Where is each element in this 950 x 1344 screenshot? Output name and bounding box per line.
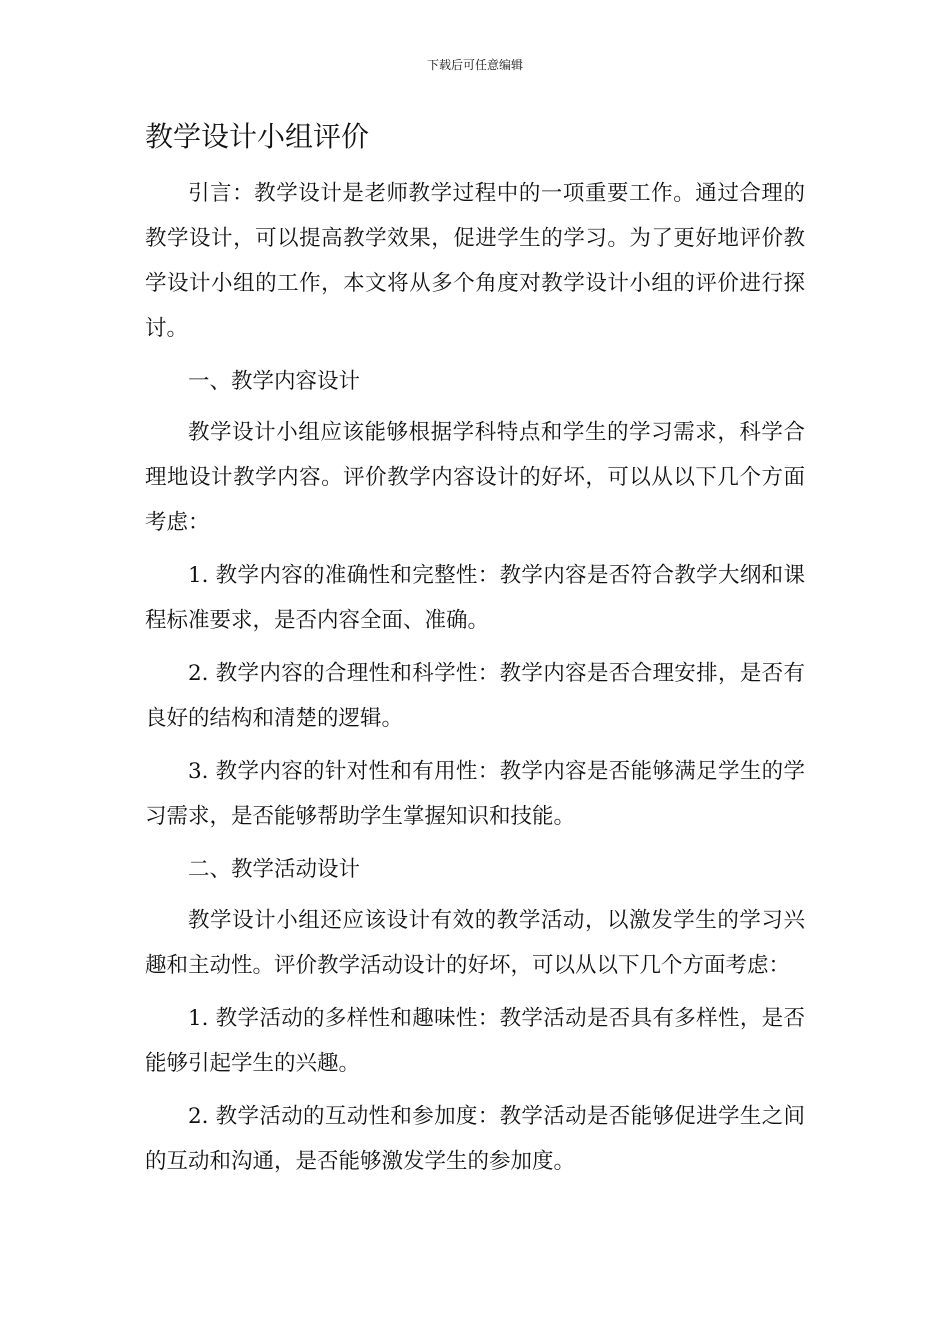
activity-design-point-1: 1. 教学活动的多样性和趣味性：教学活动是否具有多样性，是否能够引起学生的兴趣。 — [145, 1006, 805, 1076]
content-design-point-1: 1. 教学内容的准确性和完整性：教学内容是否符合教学大纲和课程标准要求，是否内容全面、准确。 — [145, 563, 805, 633]
intro-paragraph: 引言：教学设计是老师教学过程中的一项重要工作。通过合理的教学设计，可以提高教学效果，促进学生的学习。为了更好地评价教学设计小组的工作，本文将从多个角度对教学设计小组的评价进行探讨。 — [145, 181, 805, 341]
activity-design-point-2: 2. 教学活动的互动性和参加度：教学活动是否能够促进学生之间的互动和沟通，是否能够激发学生的参加度。 — [145, 1104, 805, 1174]
document-title: 教学设计小组评价 — [145, 120, 370, 153]
document-body — [145, 118, 805, 1192]
page-header-note: 下载后可任意编辑 — [426, 58, 523, 72]
section-heading-activity-design: 二、教学活动设计 — [188, 857, 361, 882]
content-design-point-3: 3. 教学内容的针对性和有用性：教学内容是否能够满足学生的学习需求，是否能够帮助学生掌握知识和技能。 — [145, 759, 805, 829]
content-design-paragraph: 教学设计小组应该能够根据学科特点和学生的学习需求，科学合理地设计教学内容。评价教学内容设计的好坏，可以从以下几个方面考虑： — [145, 420, 805, 535]
content-design-point-2: 2. 教学内容的合理性和科学性：教学内容是否合理安排，是否有良好的结构和清楚的逻辑。 — [145, 661, 805, 731]
section-heading-content-design: 一、教学内容设计 — [188, 369, 361, 394]
activity-design-paragraph: 教学设计小组还应该设计有效的教学活动，以激发学生的学习兴趣和主动性。评价教学活动设计的好坏，可以从以下几个方面考虑： — [145, 908, 805, 978]
